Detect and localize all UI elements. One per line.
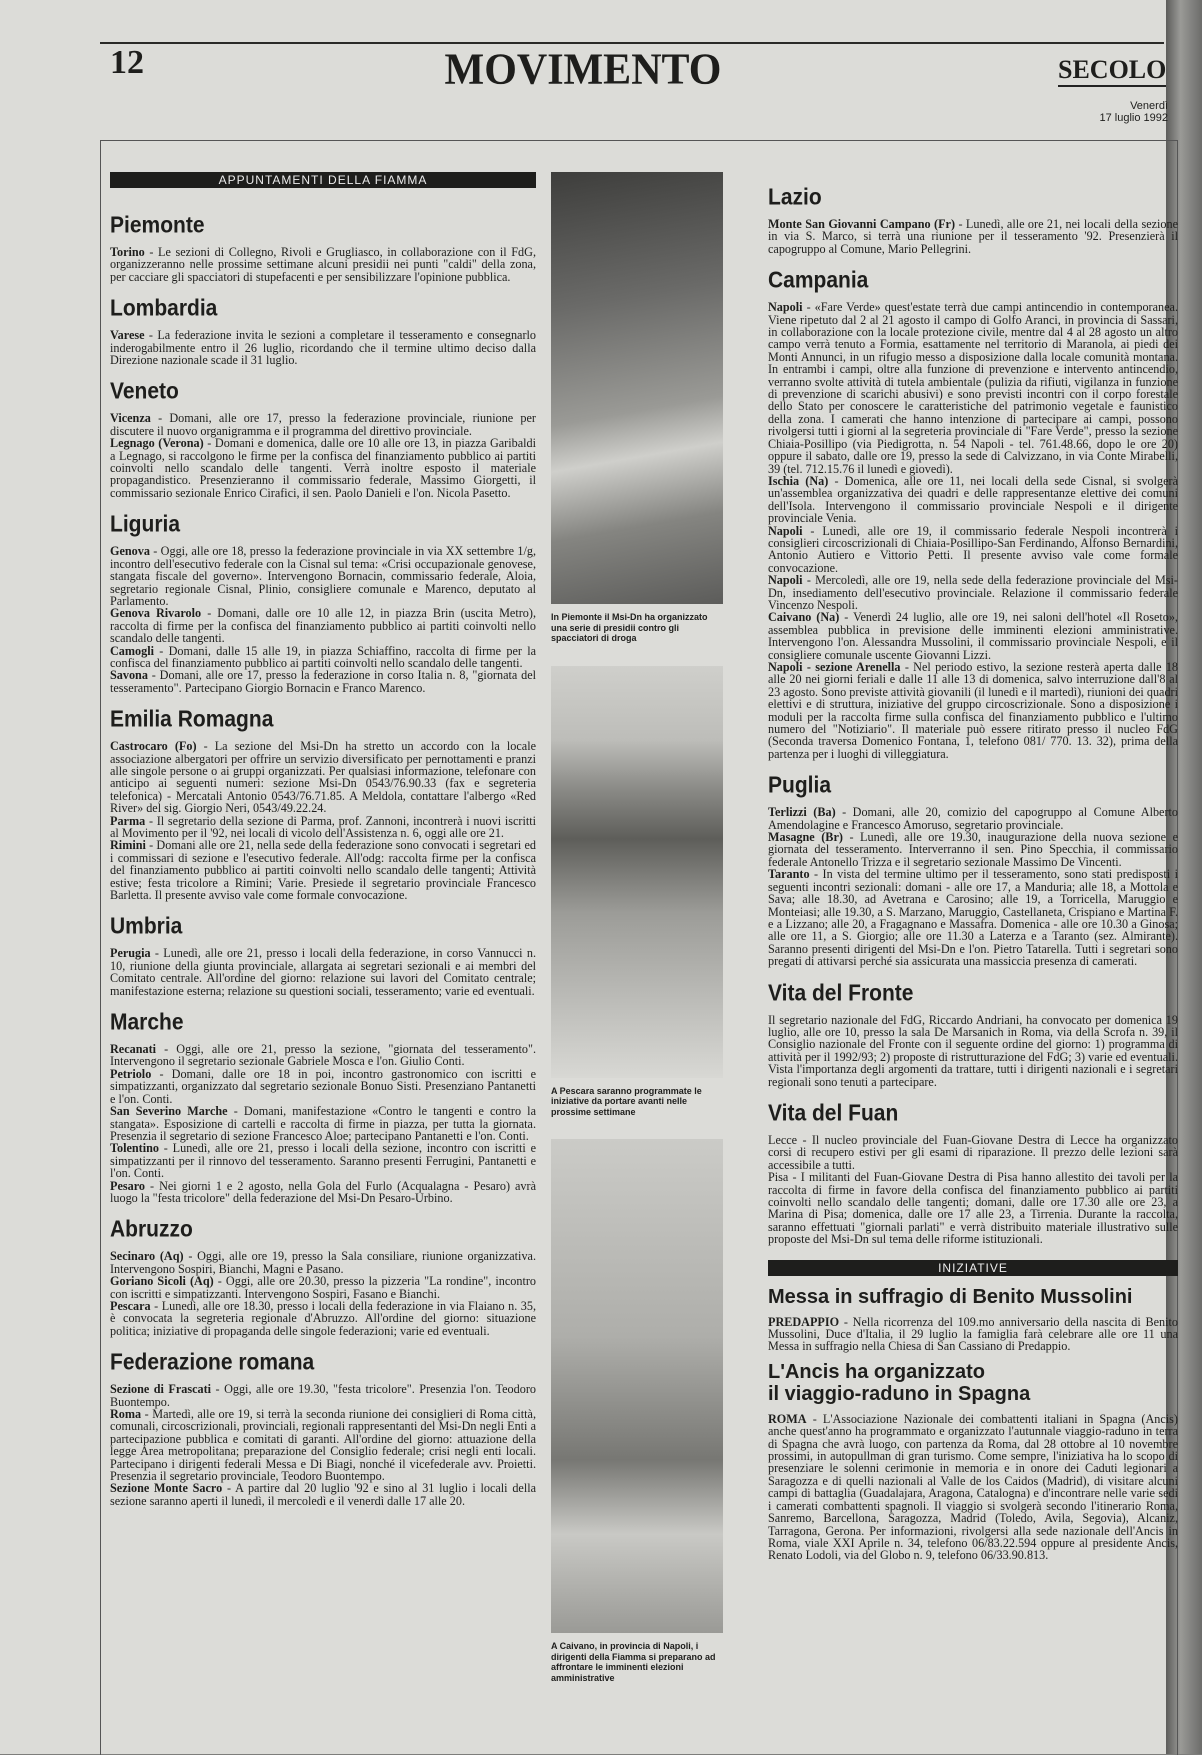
region-heading: Vita del Fronte	[768, 980, 914, 1006]
region-heading: Piemonte	[110, 213, 205, 238]
appointment-item: Monte San Giovanni Campano (Fr) - Lunedì, alle ore 21, nei locali della sezione in via S. Marco, si terrà una riunione per il tesseramento '92. Presenzierà il capogruppo al Comune, Mario Pellegrini.	[768, 217, 1178, 256]
region-heading: Marche	[110, 1010, 184, 1035]
photo-caivano	[551, 1139, 723, 1633]
region-heading: Umbria	[110, 914, 183, 940]
appointment-item: Napoli - sezione Arenella - Nel periodo estivo, la sezione resterà aperta dalle 18 alle 20 nei giorni feriali e dalle 11 alle 13 di domenica, salvo interruzione dall'8 al 23 agosto. Sono previste attività giovanili (il lunedì e il martedì), riunioni dei quadri elettivi e di struttura, iniziative del gruppo circoscrizionale. Sono a disposizione i moduli per la raccolta firme sulla confisca del finanziamento pubblico e l'ultimo numero del "Notiziario". Il materiale può essere ritirato presso il nucleo FdG (Seconda traversa Domenico Fontana, 1, telefono 081/ 770. 13. 32), prima della partenza per i luoghi di villeggiatura.	[768, 660, 1178, 761]
appointment-item: Pescara - Lunedì, alle ore 18.30, presso i locali della federazione in via Flaiano n. 35, è convocata la segreteria regionale d'Abruzzo. All'ordine del giorno: situazione politica; iniziative di propaganda delle singole federazioni; varie ed eventuali.	[110, 1298, 536, 1338]
appointment-item: Lecce - Il nucleo provinciale del Fuan-Giovane Destra di Lecce ha organizzato corsi di recupero estivi per gli esami di riparazione. Il prezzo delle lezioni sarà accessibile a tutti.	[768, 1132, 1178, 1172]
column-appointments	[110, 172, 536, 1752]
photo-caption: A Caivano, in provincia di Napoli, i dirigenti della Fiamma si preparano ad affrontare le imminenti elezioni amministrative	[551, 1641, 716, 1683]
photo-caption: A Pescara saranno programmate le iniziative da portare avanti nelle prossime settimane	[551, 1085, 702, 1117]
appointment-item: Petriolo - Domani, dalle ore 18 in poi, incontro gastronomico con iscritti e simpatizzanti, organizzato dal segretario sezionale Bonuo Sisti. Presenziano Pantanetti e l'on. Conti.	[110, 1066, 536, 1106]
appointment-item: Camogli - Domani, dalle 15 alle 19, in piazza Schiaffino, raccolta di firme per la confisca del finanziamento pubblico ai partiti coinvolti nello scandalo delle tangenti.	[110, 643, 536, 670]
appointment-item: Torino - Le sezioni di Collegno, Rivoli e Grugliasco, in collaborazione con il FdG, organizzeranno nelle prossime settimane alcuni presidii nei punti "caldi" della zona, per cacciare gli spacciatori di stupefacenti e per sensibilizzare l'opinione pubblica.	[110, 245, 536, 284]
story-body: PREDAPPIO - Nella ricorrenza del 109.mo anniversario della nascita di Benito Mussolini, Duce d'Italia, il 29 luglio la famiglia farà celebrare alle ore 11 una Messa in suffragio nella Chiesa di San Cassiano di Predappio.	[768, 1314, 1178, 1354]
appointment-item: Rimini - Domani alle ore 21, nella sede della federazione sono convocati i segretari ed i commissari di sezione e l'esecutivo federale. All'odg: raccolta firme per la confisca del finanziamento pubblico ai partiti coinvolti nello scandalo delle tangenti; Attività estive; festa tricolore a Rimini; Varie. Presiede il segretario provinciale Francesco Barletta. Il presente avviso vale come formale convocazione.	[110, 838, 536, 903]
appointment-item: Il segretario nazionale del FdG, Riccardo Andriani, ha convocato per domenica 19 luglio, alle ore 10, presso la sala De Marsanich in Roma, via della Scrofa n. 39, il Consiglio nazionale del Fronte con il seguente ordine del giorno: 1) programma di attività per il 1992/93; 2) proposte di ristrutturazione del FdG; 3) varie ed eventuali. Vista l'importanza degli argomenti da trattare, tutti i dirigenti nazionali e i segretari regionali sono tenuti a partecipare.	[768, 1012, 1178, 1089]
photo-caption: In Piemonte il Msi-Dn ha organizzato una serie di presidii contro gli spacciatori di droga	[551, 612, 708, 643]
section-title: MOVIMENTO	[444, 45, 722, 95]
initiatives-banner: INIZIATIVE	[768, 1260, 1178, 1276]
appointment-item: Caivano (Na) - Venerdì 24 luglio, alle ore 19, nei saloni dell'hotel «Il Roseto», assemblea pubblica in previsione delle imminenti elezioni amministrative. Intervengono l'on. Alessandra Mussolini, il commissario provinciale Nespoli, e il consigliere comunale uscente Giovanni Lizzi.	[768, 610, 1178, 662]
region-list	[768, 186, 1178, 1246]
region-heading: Lombardia	[110, 296, 218, 322]
region-heading: Abruzzo	[110, 1217, 193, 1243]
story-headline: Messa in suffragio di Benito Mussolini	[768, 1285, 1133, 1308]
region-heading: Liguria	[110, 512, 181, 538]
appointment-item: Masagne (Br) - Lunedì, alle ore 19.30, inaugurazione della nuova sezione e giornata del tesseramento. Interverranno il sen. Pino Specchia, il commissario federale Antonello Trizza e il segretario sezionale Massimo De Vincenti.	[768, 830, 1178, 869]
issue-date: Venerdì 17 luglio 1992	[1099, 100, 1168, 124]
appointment-item: Pesaro - Nei giorni 1 e 2 agosto, nella Gola del Furlo (Acqualagna - Pesaro) avrà luogo la "festa tricolore" della federazione del Msi-Dn Pesaro-Urbino.	[110, 1178, 536, 1205]
column-regions-right	[768, 172, 1178, 1752]
appointment-item: Savona - Domani, alle ore 17, presso la federazione in corso Italia n. 8, "giornata del tesseramento". Partecipano Giorgio Bornacin e Franco Marenco.	[110, 668, 536, 695]
appointment-item: Varese - La federazione invita le sezioni a completare il tesseramento e consegnarlo inderogabilmente entro il 26 luglio, ricordando che il termine ultimo deciso dalla Direzione nazionale scade il 31 luglio.	[110, 328, 536, 368]
appointment-item: Vicenza - Domani, alle ore 17, presso la federazione provinciale, riunione per discutere il nuovo organigramma e il programma del direttivo provinciale.	[110, 411, 536, 438]
story-headline: L'Ancis ha organizzato il viaggio-raduno in Spagna	[768, 1360, 1031, 1405]
appointment-item: Roma - Martedì, alle ore 19, si terrà la seconda riunione dei consiglieri di Roma città, comunali, circoscrizionali, provinciali, regionali rappresentanti del Msi-Dn negli Enti a partecipazione pubblica e comitati di garanti. All'ordine del giorno: attuazione della legge Area metropolitana; preparazione del Consiglio federale; crisi negli enti locali. Partecipano i dirigenti federali Messa e Di Biagi, nonché il vicefederale avv. Proietti. Presenzia il segretario provinciale, Teodoro Buontempo.	[110, 1407, 536, 1484]
appointment-item: Ischia (Na) - Domenica, alle ore 11, nei locali della sede Cisnal, si svolgerà un'assemblea organizzativa dei quadri e delle rappresentanze elettive dei comuni dell'Isola. Intervengono il commissario provinciale Nespoli e il dirigente provinciale Venia.	[768, 473, 1178, 526]
photo-pescara	[551, 666, 723, 1078]
appointment-item: Secinaro (Aq) - Oggi, alle ore 19, presso la Sala consiliare, riunione organizzativa. Intervengono Sospiri, Bianchi, Magni e Pasano.	[110, 1249, 536, 1276]
appointment-item: Napoli - Lunedì, alle ore 19, il commissario federale Nespoli incontrerà i consiglieri circoscrizionali di Chiaia-Posillipo-San Ferdinando, Alfonso Bernardini, Antonio Autiero e Vittorio Petti. Il presente avviso vale come formale convocazione.	[768, 523, 1178, 575]
appointment-item: Terlizzi (Ba) - Domani, alle 20, comizio del capogruppo al Comune Alberto Amendolagine e Francesco Amoruso, segretario provinciale.	[768, 805, 1178, 832]
appointment-item: Goriano Sicoli (Aq) - Oggi, alle ore 20.30, presso la pizzeria "La rondine", incontro con iscritti e simpatizzanti. Intervengono Sospiri, Fasano e Bianchi.	[110, 1274, 536, 1301]
region-heading: Campania	[768, 268, 869, 294]
appointment-item: Taranto - In vista del termine ultimo per il tesseramento, sono stati predisposti i seguenti incontri sezionali: domani - alle ore 17, a Manduria; alle 18, a Mottola e Sava; alle 18.30, ad Avetrana e Carosino; alle 19, a Torricella, Maruggio e Monteiasi; alle 19.30, a S. Marzano, Maruggio, Castellaneta, Crispiano e Martina F. e a Lizzano; alle 20, a Fragagnano e Massafra. Domenica - alle ore 10.30 a Ginosa; alle ore 11, a S. Giorgio; alle ore 11.30 a Laterza e a Taranto (sez. Almirante). Saranno presenti dirigenti del Msi-Dn e l'on. Pietro Tatarella. Tutti i segretari sono pregati di attivarsi perché sia assicurata una massiccia presenza di camerati.	[768, 867, 1178, 969]
appointment-item: Pisa - I militanti del Fuan-Giovane Destra di Pisa hanno allestito dei tavoli per la raccolta di firme in favore della confisca del finanziamento pubblico ai partiti coinvolti nello scandalo delle tangenti; domani, dalle ore 17.30 alle ore 23, a Marina di Pisa; domenica, dalle ore 17 alle 23, a Tirrenia. Durante la raccolta, saranno effettuati "giornali parlati" e verrà distribuito materiale illustrativo sulle proposte del Msi-Dn sul tema delle riforme istituzionali.	[768, 1170, 1178, 1247]
appointment-item: San Severino Marche - Domani, manifestazione «Contro le tangenti e contro la stangata». Esposizione di cartelli e raccolta di firme in piazza, per tutta la giornata. Presenzia il segretario di sezione Francesco Aloe; partecipano Pantanetti e l'on. Conti.	[110, 1104, 536, 1143]
appointment-item: Tolentino - Lunedì, alle ore 21, presso i locali della sezione, incontro con iscritti e simpatizzanti per il rinnovo del tesseramento. Saranno presenti Ferrugini, Pantanetti e l'on. Conti.	[110, 1141, 536, 1181]
masthead-logo: SECOLO	[1058, 55, 1166, 87]
region-heading: Puglia	[768, 773, 832, 799]
region-heading: Veneto	[110, 379, 179, 405]
appointment-item: Perugia - Lunedì, alle ore 21, presso i locali della federazione, in corso Vannucci n. 10, riunione della giunta provinciale, allargata ai segretari sezionali e ai membri del Comitato centrale. All'ordine del giorno: relazione sui lavori del Comitato centrale; manifestazione esterna; relazione su questioni sociali, tesseramento; varie ed eventuali.	[110, 946, 536, 998]
photo-drug-seizure	[551, 172, 723, 604]
appointment-item: Genova - Oggi, alle ore 18, presso la federazione provinciale in via XX settembre 1/g, incontro dell'esecutivo federale con la Cisnal sul tema: «Crisi occupazionale genovese, stangata fiscale del governo». Intervengono Bornacin, commissario federale, Aloia, segretario regionale Cisnal, Plinio, consigliere comunale e Marenco, deputato al Parlamento.	[110, 544, 536, 608]
appointment-item: Napoli - «Fare Verde» quest'estate terrà due campi antincendio in contemporanea. Viene ripetuto dal 2 al 21 agosto il campo di Golfo Aranci, in provincia di Sassari, in collaborazione con la locale protezione civile, mentre dal 4 al 28 agosto un altro campo verrà tenuto a Formia, esattamente nel territorio di Maranola, ai piedi dei Monti Annunci, in un rifugio messo a disposizione dalla locale comunità montana. In entrambi i campi, oltre alla funzione di prevenzione e intervento antincendio, verranno svolte attività di tutela ambientale (pulizia da rifiuti, vigilanza in funzione di prevenzione di scarichi abusivi) e sono previsti incontri con il corpo forestale dello Stato per conoscere le caratteristiche del patrimonio vegetale e faunistico della zona. I camerati che hanno intenzione di partecipare ai campi, possono rivolgersi tutti i giorni al la segreteria provinciale di "Fare Verde", presso la sezione Chiaia-Posillipo (via Piedigrotta, n. 54 Napoli - tel. 761.48.66, dopo le ore 20) oppure il sabato, dalle ore 19, presso la sede di Calvizzano, in via Conte Mirabelli, 39 (tel. 712.15.76 il lunedì e giovedì).	[768, 300, 1178, 476]
story-body: ROMA - L'Associazione Nazionale dei combattenti italiani in Spagna (Ancis) anche quest'anno ha programmato e organizzato l'autunnale viaggio-raduno in terra di Spagna che avrà luogo, con partenza da Roma, dal 28 ottobre al 10 novembre prossimi, in autopullman di gran turismo. Come sempre, l'iniziativa ha lo scopo di presenziare le solenni cerimonie in memoria e in onore dei Caduti legionari a Saragozza e di quelli nazionali al Valle de los Caidos (Madrid), di visitare alcuni campi di battaglia (Guadalajara, Aragona, Catalogna) e d'incontrare nelle varie sedi i camerati combattenti spagnoli. Il viaggio si svolgerà secondo l'itinerario Roma, Sanremo, Barcellona, Saragozza, Madrid (Toledo, Avila, Segovia), Alcaniz, Tarragona, Gerona. Per informazioni, rivolgersi alla sede nazionale dell'Ancis in Roma, viale XXI Aprile n. 34, telefono 06/83.22.594 oppure al presidente Ancis, Renato Lodoli, via del Globo n. 9, telefono 06/33.90.813.	[768, 1411, 1178, 1563]
region-heading: Lazio	[768, 185, 822, 210]
page-number: 12	[110, 44, 144, 81]
header-rule	[100, 42, 1164, 44]
appointment-item: Sezione di Frascati - Oggi, alle ore 19.30, "festa tricolore". Presenzia l'on. Teodoro Buontempo.	[110, 1382, 536, 1409]
region-heading: Federazione romana	[110, 1350, 315, 1376]
appointment-item: Genova Rivarolo - Domani, dalle ore 10 alle 12, in piazza Brin (uscita Metro), raccolta di firme per la confisca del finanziamento pubblico ai partiti coinvolti nello scandalo delle tangenti.	[110, 606, 536, 646]
region-heading: Vita del Fuan	[768, 1101, 899, 1126]
appointment-item: Sezione Monte Sacro - A partire dal 20 luglio '92 e sino al 31 luglio i locali della sezione saranno aperti il lunedì, il mercoledì e il venerdì dalle 17 alle 20.	[110, 1481, 536, 1508]
region-heading: Emilia Romagna	[110, 707, 274, 733]
column-photos	[551, 172, 723, 1752]
appointment-item: Parma - Il segretario della sezione di Parma, prof. Zannoni, incontrerà i nuovi iscritti al Movimento per il '92, nei locali di vicolo dell'Assistenza n. 6, oggi alle ore 21.	[110, 813, 536, 840]
appointment-item: Legnago (Verona) - Domani e domenica, dalle ore 10 alle ore 13, in piazza Garibaldi a Legnago, si raccolgono le firme per la confisca del finanziamento pubblico ai partiti coinvolti nello scandalo delle tangenti. Verrà inoltre esposto il materiale propagandistico. Presenzieranno il commissario federale, Massimo Giorgetti, il commissario sezionale Enrico Cirafici, il sen. Paolo Danieli e l'on. Nicola Pasetto.	[110, 436, 536, 500]
appointment-item: Castrocaro (Fo) - La sezione del Msi-Dn ha stretto un accordo con la locale associazione albergatori per offrire un servizio diversificato per pernottamenti e pranzi alle singole persone o ai gruppi organizzati. Per qualsiasi informazione, telefonare con anticipo ai seguenti numeri: sezione Msi-Dn 0543/76.90.33 (fax e segreteria telefonica) - Mercatali Antonio 0543/76.71.85. A Meldola, contattare l'albergo «Red River» del sig. Giorgio Neri, 0543/49.22.24.	[110, 739, 536, 816]
appointment-item: Recanati - Oggi, alle ore 21, presso la sezione, "giornata del tesseramento". Intervengono il segretario sezionale Gabriele Mosca e l'on. Giulio Conti.	[110, 1042, 536, 1069]
region-list	[110, 214, 536, 1507]
appointment-item: Napoli - Mercoledì, alle ore 19, nella sede della federazione provinciale del Msi-Dn, insediamento dell'esecutivo provinciale. Relazione il commissario federale Vincenzo Nespoli.	[768, 573, 1178, 612]
appointments-banner: APPUNTAMENTI DELLA FIAMMA	[110, 172, 536, 188]
